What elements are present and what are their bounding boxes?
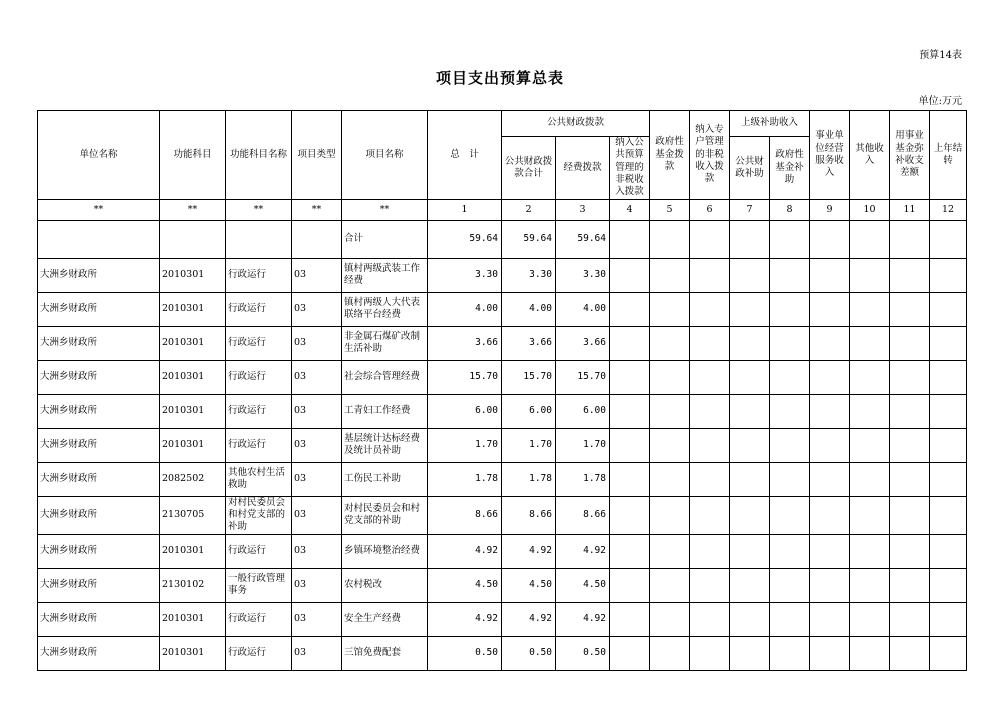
empty-cell <box>770 394 810 428</box>
empty-cell <box>890 602 930 636</box>
header-special-nontax: 纳入专户管理的非税收入拨款 <box>690 111 730 200</box>
public-total-cell: 4.92 <box>502 534 556 568</box>
unit-name-cell: 大洲乡财政所 <box>38 462 160 496</box>
total-cell: 4.92 <box>428 534 502 568</box>
empty-cell <box>610 220 650 258</box>
empty-cell <box>292 220 342 258</box>
empty-cell <box>730 292 770 326</box>
empty-cell <box>850 258 890 292</box>
empty-cell <box>650 636 690 670</box>
proj-type-cell: 03 <box>292 602 342 636</box>
index-cell: ** <box>226 199 292 220</box>
empty-cell <box>930 394 967 428</box>
empty-cell <box>810 636 850 670</box>
empty-cell <box>810 258 850 292</box>
empty-cell <box>770 602 810 636</box>
empty-cell <box>770 568 810 602</box>
empty-cell <box>650 394 690 428</box>
empty-cell <box>930 568 967 602</box>
total-cell: 3.30 <box>428 258 502 292</box>
empty-cell <box>810 462 850 496</box>
proj-name-cell: 镇村两级武装工作经费 <box>342 258 428 292</box>
funding-cell: 3.30 <box>556 258 610 292</box>
empty-cell <box>690 534 730 568</box>
empty-cell <box>890 462 930 496</box>
header-funding: 经费拨款 <box>556 137 610 200</box>
empty-cell <box>226 220 292 258</box>
empty-cell <box>690 360 730 394</box>
index-cell: 5 <box>650 199 690 220</box>
table-row <box>38 462 967 496</box>
func-name-cell: 行政运行 <box>226 428 292 462</box>
empty-cell <box>850 292 890 326</box>
empty-cell <box>810 360 850 394</box>
proj-type-cell: 03 <box>292 636 342 670</box>
proj-type-cell: 03 <box>292 292 342 326</box>
index-cell: 12 <box>930 199 967 220</box>
empty-cell <box>690 220 730 258</box>
table-row <box>38 428 967 462</box>
empty-cell <box>770 428 810 462</box>
empty-cell <box>650 360 690 394</box>
index-cell: ** <box>38 199 160 220</box>
empty-cell <box>730 220 770 258</box>
proj-type-cell: 03 <box>292 394 342 428</box>
proj-type-cell: 03 <box>292 534 342 568</box>
empty-cell <box>850 602 890 636</box>
empty-cell <box>890 394 930 428</box>
total-cell: 6.00 <box>428 394 502 428</box>
header-unit-name: 单位名称 <box>38 111 160 200</box>
empty-cell <box>810 568 850 602</box>
empty-cell <box>930 602 967 636</box>
header-func-code: 功能科目 <box>160 111 226 200</box>
func-code-cell: 2010301 <box>160 326 226 360</box>
empty-cell <box>930 496 967 534</box>
index-row <box>38 199 967 220</box>
func-name-cell: 对村民委员会和村党支部的补助 <box>226 496 292 534</box>
public-total-cell: 4.50 <box>502 568 556 602</box>
empty-cell <box>650 462 690 496</box>
funding-cell: 4.92 <box>556 602 610 636</box>
empty-cell <box>730 428 770 462</box>
empty-cell <box>890 496 930 534</box>
empty-cell <box>690 602 730 636</box>
empty-cell <box>610 462 650 496</box>
empty-cell <box>850 462 890 496</box>
funding-cell: 1.70 <box>556 428 610 462</box>
proj-type-cell: 03 <box>292 462 342 496</box>
total-cell: 0.50 <box>428 636 502 670</box>
empty-cell <box>730 258 770 292</box>
table-row <box>38 568 967 602</box>
proj-type-cell: 03 <box>292 568 342 602</box>
func-name-cell: 一般行政管理事务 <box>226 568 292 602</box>
empty-cell <box>770 496 810 534</box>
public-total-cell: 8.66 <box>502 496 556 534</box>
empty-cell <box>890 568 930 602</box>
table-row <box>38 534 967 568</box>
empty-cell <box>810 602 850 636</box>
empty-cell <box>610 394 650 428</box>
func-name-cell: 行政运行 <box>226 360 292 394</box>
proj-name-cell: 农村税改 <box>342 568 428 602</box>
header-sup-gov: 政府性基金补助 <box>770 137 810 200</box>
func-code-cell: 2010301 <box>160 602 226 636</box>
total-cell: 4.92 <box>428 602 502 636</box>
unit-name-cell: 大洲乡财政所 <box>38 496 160 534</box>
empty-cell <box>890 360 930 394</box>
proj-name-cell: 安全生产经费 <box>342 602 428 636</box>
header-sup-public: 公共财政补助 <box>730 137 770 200</box>
table-row <box>38 258 967 292</box>
total-cell: 8.66 <box>428 496 502 534</box>
empty-cell <box>690 258 730 292</box>
empty-cell <box>810 220 850 258</box>
header-total: 总 计 <box>428 111 502 200</box>
empty-cell <box>850 326 890 360</box>
empty-cell <box>690 636 730 670</box>
empty-cell <box>730 462 770 496</box>
empty-cell <box>850 360 890 394</box>
funding-cell: 4.92 <box>556 534 610 568</box>
empty-cell <box>650 496 690 534</box>
public-total-cell: 3.66 <box>502 326 556 360</box>
unit-name-cell: 大洲乡财政所 <box>38 636 160 670</box>
index-cell: 11 <box>890 199 930 220</box>
form-number: 预算14表 <box>919 50 962 61</box>
total-cell: 4.50 <box>428 568 502 602</box>
empty-cell <box>930 220 967 258</box>
empty-cell <box>650 602 690 636</box>
index-cell: 9 <box>810 199 850 220</box>
empty-cell <box>810 428 850 462</box>
unit-name-cell: 大洲乡财政所 <box>38 360 160 394</box>
funding-cell: 0.50 <box>556 636 610 670</box>
empty-cell <box>890 534 930 568</box>
public-total-cell: 0.50 <box>502 636 556 670</box>
funding-cell: 4.00 <box>556 292 610 326</box>
empty-cell <box>610 360 650 394</box>
func-name-cell: 其他农村生活救助 <box>226 462 292 496</box>
func-code-cell: 2010301 <box>160 292 226 326</box>
empty-cell <box>850 496 890 534</box>
empty-cell <box>890 258 930 292</box>
func-code-cell: 2010301 <box>160 534 226 568</box>
empty-cell <box>810 534 850 568</box>
func-code-cell: 2082502 <box>160 462 226 496</box>
unit-name-cell: 大洲乡财政所 <box>38 428 160 462</box>
empty-cell <box>770 292 810 326</box>
header-superior: 上级补助收入 <box>730 111 810 137</box>
table-row <box>38 394 967 428</box>
empty-cell <box>850 568 890 602</box>
header-other: 其他收入 <box>850 111 890 200</box>
func-name-cell: 行政运行 <box>226 292 292 326</box>
public-total-cell: 4.00 <box>502 292 556 326</box>
func-name-cell: 行政运行 <box>226 636 292 670</box>
empty-cell <box>770 534 810 568</box>
empty-cell <box>610 636 650 670</box>
index-cell: 3 <box>556 199 610 220</box>
proj-name-cell: 三馆免费配套 <box>342 636 428 670</box>
table-row <box>38 496 967 534</box>
total-cell: 3.66 <box>428 326 502 360</box>
empty-cell <box>610 258 650 292</box>
empty-cell <box>650 534 690 568</box>
public-total-cell: 59.64 <box>502 220 556 258</box>
funding-cell: 3.66 <box>556 326 610 360</box>
proj-name-cell: 工青妇工作经费 <box>342 394 428 428</box>
header-proj-name: 项目名称 <box>342 111 428 200</box>
empty-cell <box>730 534 770 568</box>
empty-cell <box>650 326 690 360</box>
proj-name-cell: 基层统计达标经费及统计员补助 <box>342 428 428 462</box>
empty-cell <box>730 568 770 602</box>
empty-cell <box>890 428 930 462</box>
unit-name-cell: 大洲乡财政所 <box>38 326 160 360</box>
func-code-cell: 2130705 <box>160 496 226 534</box>
empty-cell <box>850 636 890 670</box>
unit-name-cell: 大洲乡财政所 <box>38 568 160 602</box>
proj-name-cell: 对村民委员会和村党支部的补助 <box>342 496 428 534</box>
table-row <box>38 326 967 360</box>
page-title: 项目支出预算总表 <box>435 69 564 87</box>
header-carryover: 上年结转 <box>930 111 967 200</box>
empty-cell <box>610 292 650 326</box>
index-cell: 7 <box>730 199 770 220</box>
empty-cell <box>690 496 730 534</box>
empty-cell <box>650 292 690 326</box>
table-row <box>38 360 967 394</box>
empty-cell <box>650 258 690 292</box>
total-cell: 1.70 <box>428 428 502 462</box>
func-code-cell: 2010301 <box>160 360 226 394</box>
empty-cell <box>730 360 770 394</box>
empty-cell <box>890 326 930 360</box>
index-cell: 10 <box>850 199 890 220</box>
total-cell: 4.00 <box>428 292 502 326</box>
total-cell: 1.78 <box>428 462 502 496</box>
proj-type-cell: 03 <box>292 258 342 292</box>
table-row <box>38 602 967 636</box>
header-business: 事业单位经营服务收入 <box>810 111 850 200</box>
empty-cell <box>850 428 890 462</box>
empty-cell <box>930 258 967 292</box>
func-code-cell: 2130102 <box>160 568 226 602</box>
empty-cell <box>730 602 770 636</box>
empty-cell <box>930 636 967 670</box>
empty-cell <box>930 428 967 462</box>
func-name-cell: 行政运行 <box>226 602 292 636</box>
unit-name-cell: 大洲乡财政所 <box>38 602 160 636</box>
proj-name-cell: 工伤民工补助 <box>342 462 428 496</box>
empty-cell <box>38 220 160 258</box>
funding-cell: 4.50 <box>556 568 610 602</box>
empty-cell <box>610 428 650 462</box>
func-name-cell: 行政运行 <box>226 534 292 568</box>
empty-cell <box>730 326 770 360</box>
empty-cell <box>770 326 810 360</box>
func-name-cell: 行政运行 <box>226 394 292 428</box>
unit-name-cell: 大洲乡财政所 <box>38 394 160 428</box>
index-cell: 1 <box>428 199 502 220</box>
empty-cell <box>650 568 690 602</box>
empty-cell <box>930 292 967 326</box>
empty-cell <box>610 602 650 636</box>
proj-type-cell: 03 <box>292 360 342 394</box>
empty-cell <box>610 534 650 568</box>
index-cell: ** <box>160 199 226 220</box>
header-func-name: 功能科目名称 <box>226 111 292 200</box>
func-name-cell: 行政运行 <box>226 326 292 360</box>
header-gov-fund: 政府性基金拨款 <box>650 111 690 200</box>
empty-cell <box>890 292 930 326</box>
empty-cell <box>690 428 730 462</box>
total-label: 合计 <box>342 220 428 258</box>
funding-cell: 15.70 <box>556 360 610 394</box>
empty-cell <box>610 326 650 360</box>
proj-type-cell: 03 <box>292 496 342 534</box>
total-cell: 15.70 <box>428 360 502 394</box>
funding-cell: 8.66 <box>556 496 610 534</box>
empty-cell <box>810 496 850 534</box>
empty-cell <box>810 292 850 326</box>
total-cell: 59.64 <box>428 220 502 258</box>
funding-cell: 6.00 <box>556 394 610 428</box>
empty-cell <box>770 220 810 258</box>
empty-cell <box>930 462 967 496</box>
proj-name-cell: 镇村两级人大代表联络平台经费 <box>342 292 428 326</box>
func-code-cell: 2010301 <box>160 258 226 292</box>
public-total-cell: 3.30 <box>502 258 556 292</box>
empty-cell <box>730 394 770 428</box>
empty-cell <box>650 220 690 258</box>
empty-cell <box>160 220 226 258</box>
empty-cell <box>770 636 810 670</box>
unit-label: 单位:万元 <box>918 96 962 107</box>
empty-cell <box>770 360 810 394</box>
index-cell: 2 <box>502 199 556 220</box>
proj-name-cell: 非金属石煤矿改制生活补助 <box>342 326 428 360</box>
budget-table <box>37 110 967 671</box>
unit-name-cell: 大洲乡财政所 <box>38 258 160 292</box>
empty-cell <box>930 360 967 394</box>
index-cell: ** <box>342 199 428 220</box>
index-cell: ** <box>292 199 342 220</box>
header-proj-type: 项目类型 <box>292 111 342 200</box>
func-code-cell: 2010301 <box>160 428 226 462</box>
index-cell: 8 <box>770 199 810 220</box>
empty-cell <box>650 428 690 462</box>
empty-cell <box>850 534 890 568</box>
empty-cell <box>890 220 930 258</box>
empty-cell <box>770 258 810 292</box>
public-total-cell: 1.78 <box>502 462 556 496</box>
header-nontax: 纳入公共预算管理的非税收入拨款 <box>610 137 650 200</box>
index-cell: 4 <box>610 199 650 220</box>
index-cell: 6 <box>690 199 730 220</box>
empty-cell <box>850 220 890 258</box>
proj-name-cell: 社会综合管理经费 <box>342 360 428 394</box>
table-row <box>38 292 967 326</box>
public-total-cell: 15.70 <box>502 360 556 394</box>
empty-cell <box>850 394 890 428</box>
empty-cell <box>690 292 730 326</box>
empty-cell <box>610 568 650 602</box>
public-total-cell: 1.70 <box>502 428 556 462</box>
empty-cell <box>930 326 967 360</box>
funding-cell: 59.64 <box>556 220 610 258</box>
unit-name-cell: 大洲乡财政所 <box>38 534 160 568</box>
empty-cell <box>890 636 930 670</box>
header-fund-balance: 用事业基金弥补收支差额 <box>890 111 930 200</box>
empty-cell <box>930 534 967 568</box>
table-row <box>38 636 967 670</box>
unit-name-cell: 大洲乡财政所 <box>38 292 160 326</box>
empty-cell <box>690 326 730 360</box>
empty-cell <box>810 326 850 360</box>
empty-cell <box>690 394 730 428</box>
func-code-cell: 2010301 <box>160 636 226 670</box>
header-public-total: 公共财政拨款合计 <box>502 137 556 200</box>
empty-cell <box>690 568 730 602</box>
proj-type-cell: 03 <box>292 326 342 360</box>
empty-cell <box>610 496 650 534</box>
empty-cell <box>810 394 850 428</box>
proj-type-cell: 03 <box>292 428 342 462</box>
public-total-cell: 6.00 <box>502 394 556 428</box>
empty-cell <box>730 496 770 534</box>
empty-cell <box>730 636 770 670</box>
funding-cell: 1.78 <box>556 462 610 496</box>
proj-name-cell: 乡镇环境整治经费 <box>342 534 428 568</box>
public-total-cell: 4.92 <box>502 602 556 636</box>
total-row <box>38 220 967 258</box>
func-code-cell: 2010301 <box>160 394 226 428</box>
empty-cell <box>690 462 730 496</box>
func-name-cell: 行政运行 <box>226 258 292 292</box>
header-public-finance: 公共财政拨款 <box>502 111 650 137</box>
empty-cell <box>770 462 810 496</box>
